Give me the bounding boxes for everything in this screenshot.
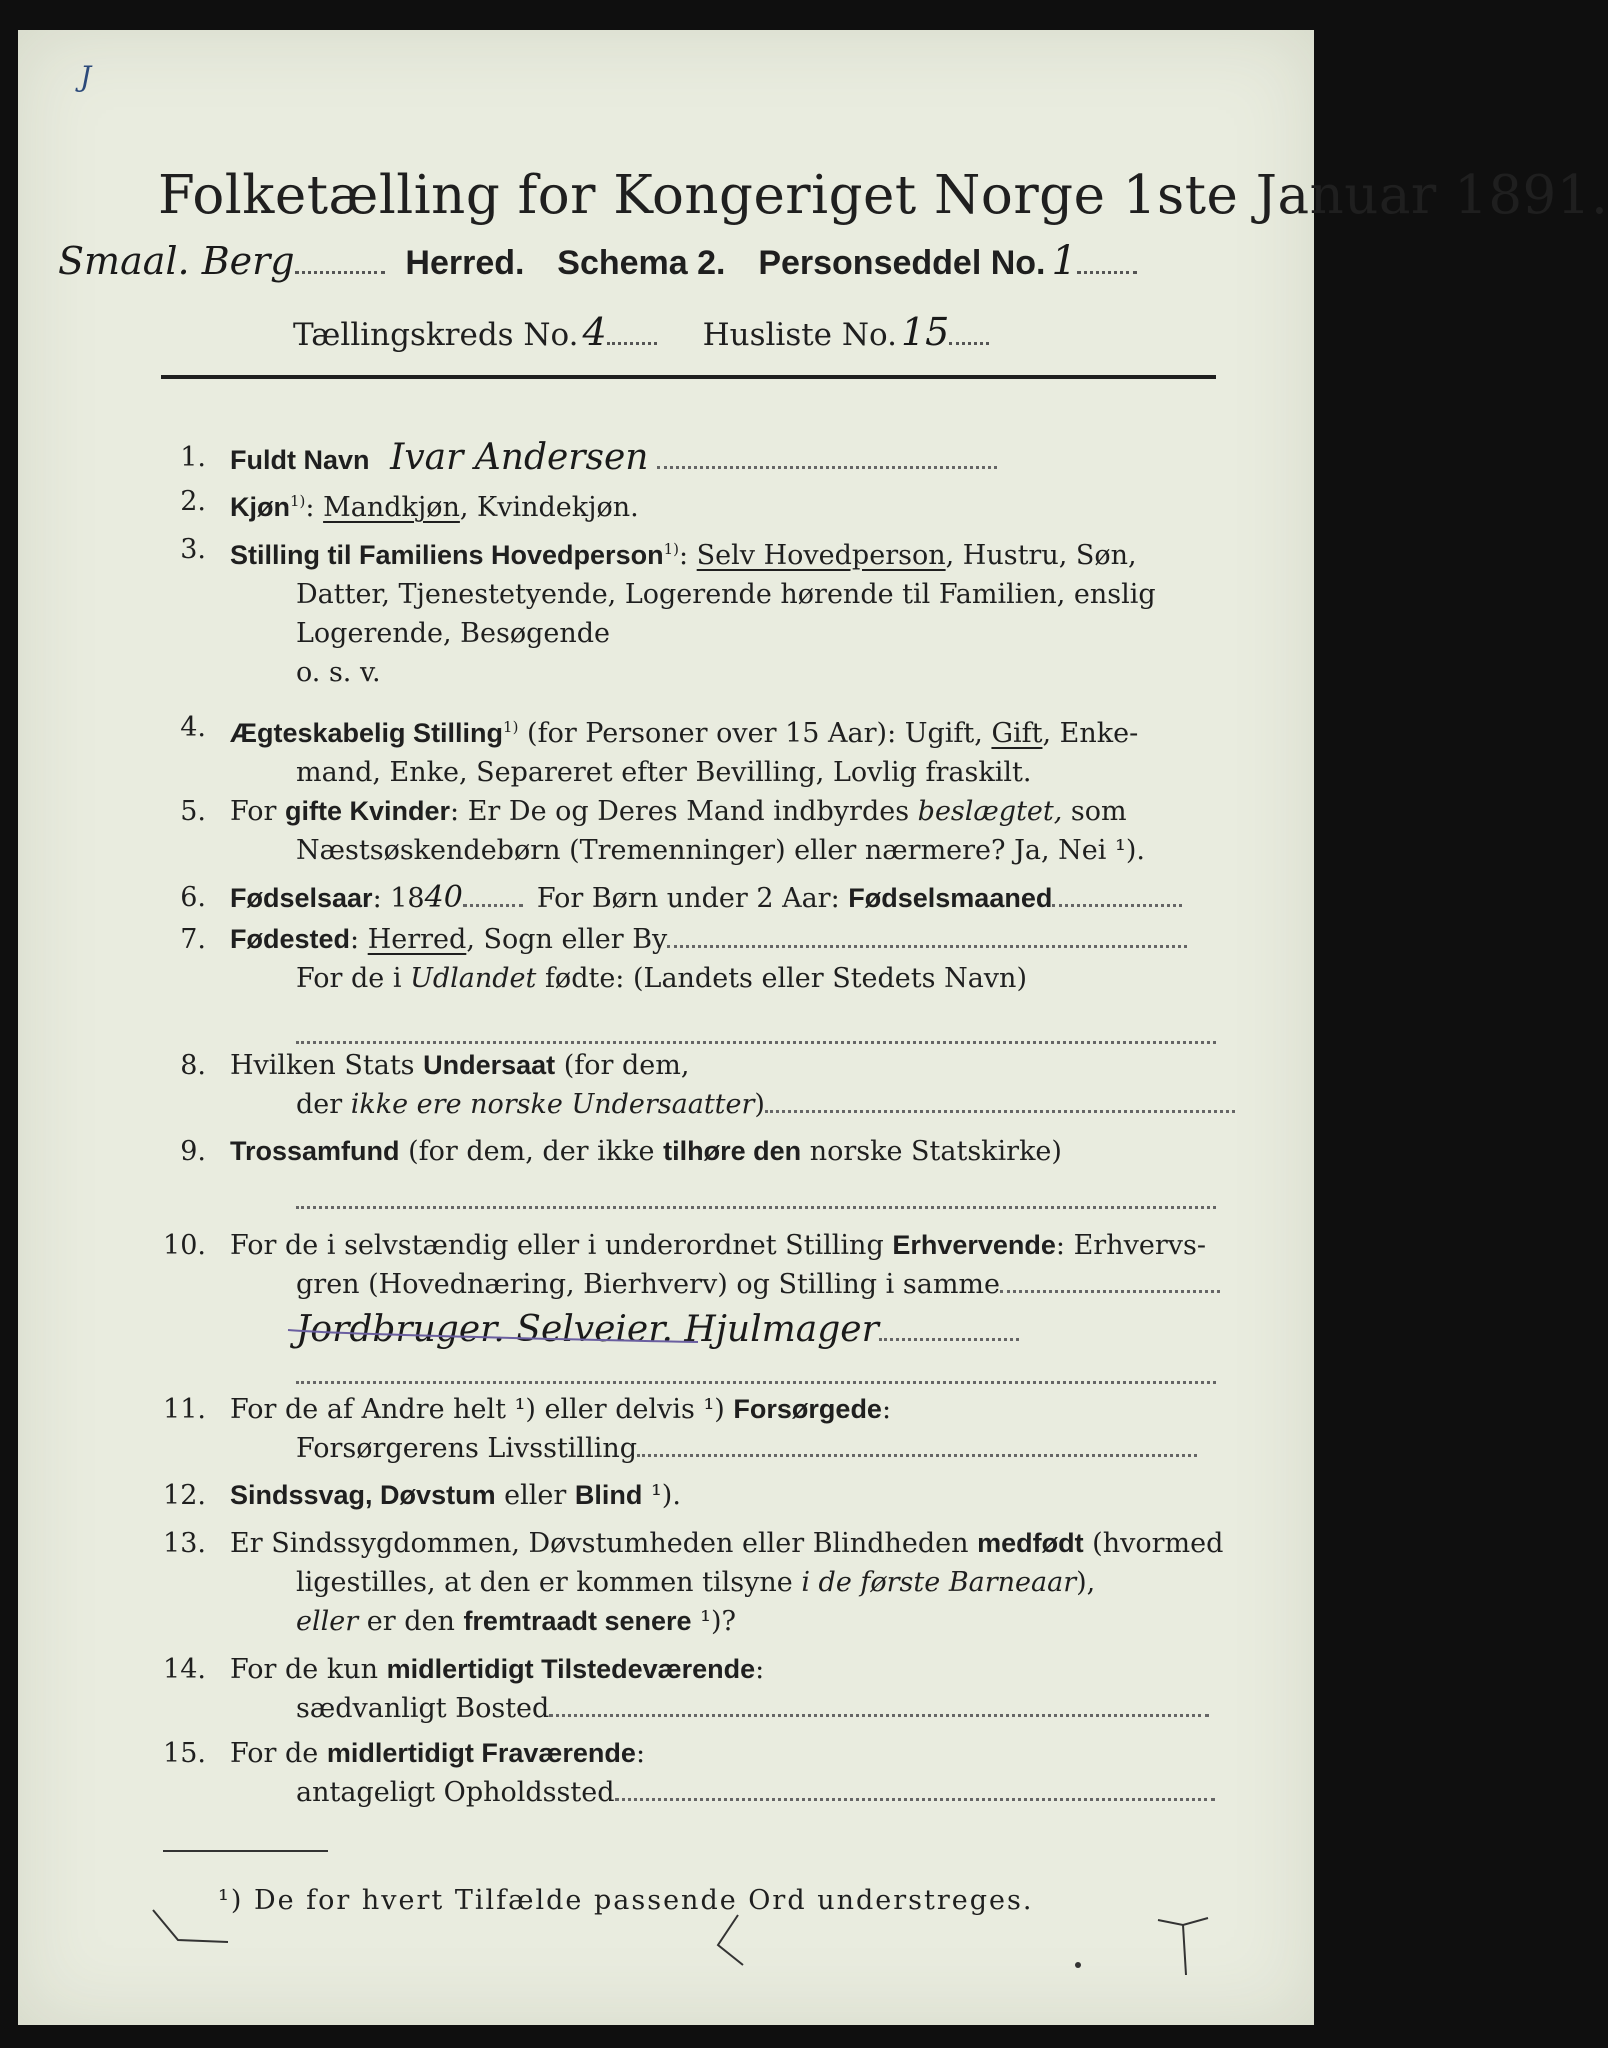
q13-rest: (hvormed — [1083, 1528, 1224, 1559]
personseddel-number: 1 — [1051, 238, 1077, 284]
husliste-label: Husliste No. — [702, 317, 897, 353]
item-number: 13. — [163, 1528, 206, 1559]
q14-line2: sædvanligt Bosted — [296, 1693, 550, 1724]
abroad-italic: Udlandet — [410, 963, 537, 994]
q10-line2: gren (Hovednæring, Bierhverv) og Stilling i samme — [296, 1269, 1001, 1300]
q11-pre: For de af Andre helt ¹) eller delvis ¹) — [230, 1394, 734, 1425]
census-form-page: J Folketælling for Kongeriget Norge 1ste Januar 1891. Smaal. Berg Herred. Schema 2. Personseddel No. 1 Tællingskreds No. 4 Husliste No. 15 1. Fuldt Navn Ivar Andersen 2. Kjøn$^{1)}$: Mandkjøn, Kvindekjøn. 3. Stilling til Familiens Hovedperson$^{1)}$: Selv Hovedperson, Hustru, Søn, Datter, Tjenestetyende, Logerende hørende til Familien, enslig Logerende, Besøgende o. s. v. 4. Ægteskabelig Stilling$^{1)}$ (for Personer over 15 Aar): Ugift, Gift, Enke- mand, Enke, Separeret efter Bevilling, Lovlig fraskilt. 5. For gifte Kvinder: Er De og Deres Mand indbyrdes beslægtet, som Næstsøskendebørn (Tremenninger) eller nærmere? Ja, Nei ¹). 6. Fødselsaar: 1840 For Børn under 2 Aar: Fødselsmaaned 7. Fødested: Herred, Sogn eller By For de i Udlandet fødte: (Landets eller Stedets Navn) 8. Hvilken Stats Undersaat (for dem, der ikke ere norske Undersaatter) 9. Trossamfund (for dem, der ikke tilhøre den norske Statskirke) 10. For de i selvstændig eller i underordnet Stilling Erhvervende: Erhvervs- gren (Hovednæring, Bierhverv) og Stilling i samme Jordbruger. Selveier. Hjulmager 11. For de af Andre helt ¹) eller delvis ¹) Forsørgede: Forsørgerens Livsstilling 12. Sindssvag, Døvstum eller Blind ¹). 13. Er Sindssygdommen, Døvstumheden eller Blindheden medfødt (hvormed ligestilles, at den er kommen tilsyne i de første Barneaar), eller er den fremtraadt senere ¹)? 14. For de kun midlertidigt Tilstedeværende: sædvanligt Bosted 15. For de midlertidigt Fraværende: antageligt Opholdssted ¹) De for hvert Tilfælde passende Ord understreges. — [18, 30, 1314, 2025]
q13-line3-bold: fremtraadt senere — [463, 1606, 692, 1636]
kreds-label: Tællingskreds No. — [293, 317, 579, 353]
q11-rest: : — [881, 1394, 892, 1425]
item-number: 4. — [180, 712, 206, 743]
tick-mark-right — [1158, 1918, 1208, 1975]
birth-month-text: For Børn under 2 Aar: — [536, 883, 849, 914]
occupation-label: Erhvervende — [892, 1230, 1056, 1260]
q5-end: som — [1062, 796, 1127, 827]
supported-label: Forsørgede — [733, 1394, 882, 1424]
relation-selected: Selv Hovedperson — [696, 540, 946, 571]
marital-label: Ægteskabelig Stilling — [230, 718, 504, 748]
q11-line2: Forsørgerens Livsstilling — [296, 1433, 638, 1464]
q8-line2-pre: der — [296, 1089, 351, 1120]
abroad-post: fødte: (Landets eller Stedets Navn) — [536, 963, 1027, 994]
herred-label: Herred. — [405, 244, 525, 282]
birth-month-label: Fødselsmaaned — [848, 883, 1053, 913]
q9-bold: tilhøre den — [663, 1136, 802, 1166]
item-number: 3. — [180, 534, 206, 565]
blind-label: Blind — [574, 1480, 643, 1510]
item-number: 1. — [180, 442, 206, 473]
item-number: 11. — [163, 1394, 206, 1425]
form-title: Folketælling for Kongeriget Norge 1ste Januar 1891. — [158, 165, 1608, 226]
tick-mark-left — [153, 1910, 228, 1942]
q13-line3-italic: eller — [296, 1606, 359, 1637]
marital-post: , Enke- — [1042, 718, 1139, 749]
item-number: 2. — [180, 486, 206, 517]
relation-label: Stilling til Familiens Hovedperson — [230, 540, 664, 570]
herred-name: Smaal. Berg — [58, 239, 295, 283]
marital-pre: (for Personer over 15 Aar): Ugift, — [518, 718, 992, 749]
purple-pencil-stroke — [288, 1330, 698, 1342]
marital-options-2: mand, Enke, Separeret efter Bevilling, Lovlig fraskilt. — [296, 757, 1032, 788]
q10-pre: For de i selvstændig eller i underordnet Stilling — [230, 1230, 893, 1261]
footnote-ref: 1) — [503, 718, 519, 736]
corner-pencil-mark: J — [80, 60, 92, 93]
sex-label: Kjøn — [230, 492, 290, 522]
birthplace-label: Fødested — [230, 924, 351, 954]
q12-mid: eller — [495, 1480, 575, 1511]
birthplace-selected: Herred — [367, 924, 467, 955]
sep: : — [305, 492, 324, 523]
personseddel-label: Personseddel No. — [758, 244, 1046, 282]
q5-line2: Næstsøskendebørn (Tremenninger) eller nærmere? Ja, Nei ¹). — [296, 835, 1145, 866]
married-women-label: gifte Kvinder — [285, 796, 451, 826]
footnote-ref: 1) — [290, 492, 306, 510]
husliste-number: 15 — [900, 310, 950, 354]
relation-options-3: Logerende, Besøgende — [296, 618, 610, 649]
item-number: 10. — [163, 1230, 206, 1261]
footnote-ref: 1) — [663, 540, 679, 558]
tick-mark-center — [718, 1915, 743, 1965]
q5-italic: beslægtet, — [917, 796, 1063, 827]
occupation-value: Jordbruger. Selveier. Hjulmager — [296, 1309, 879, 1350]
q15-rest: : — [635, 1738, 646, 1769]
q8-rest: (for dem, — [555, 1050, 690, 1081]
q13-line2-post: ), — [1076, 1567, 1096, 1598]
marital-selected: Gift — [991, 718, 1043, 749]
q12-rest: ¹). — [642, 1480, 681, 1511]
birth-year-label: Fødselsaar — [230, 883, 373, 913]
corner-marks — [18, 30, 1608, 2025]
religion-label: Trossamfund — [230, 1136, 400, 1166]
q15-pre: For de — [230, 1738, 327, 1769]
relation-options-2: Datter, Tjenestetyende, Logerende hørende til Familien, enslig — [296, 579, 1156, 610]
item-number: 8. — [180, 1050, 206, 1081]
q13-line2-pre: ligestilles, at den er kommen tilsyne — [296, 1567, 802, 1598]
q5-pre: For — [230, 796, 286, 827]
footnote: ¹) De for hvert Tilfælde passende Ord understreges. — [218, 1885, 1034, 1916]
q8-line2-italic: ikke ere norske Undersaatter — [350, 1089, 755, 1120]
item-number: 7. — [180, 924, 206, 955]
full-name-label: Fuldt Navn — [230, 445, 370, 475]
birthplace-options: , Sogn eller By — [466, 924, 668, 955]
sex-selected: Mandkjøn — [323, 492, 460, 523]
temp-absent-label: midlertidigt Fraværende — [326, 1738, 636, 1768]
disability-label: Sindssvag, Døvstum — [230, 1480, 496, 1510]
ink-dot — [1075, 1962, 1081, 1968]
q14-pre: For de kun — [230, 1654, 387, 1685]
q8-pre: Hvilken Stats — [230, 1050, 424, 1081]
q13-line3-a: er den — [358, 1606, 464, 1637]
birth-year-prefix: : 18 — [372, 883, 425, 914]
birth-year-value: 40 — [424, 880, 463, 915]
relation-options: , Hustru, Søn, — [945, 540, 1137, 571]
q13-pre: Er Sindssygdommen, Døvstumheden eller Blindheden — [230, 1528, 978, 1559]
q15-line2: antageligt Opholdssted — [296, 1777, 615, 1808]
full-name-value: Ivar Andersen — [390, 437, 649, 478]
abroad-pre: For de i — [296, 963, 411, 994]
q13-line3-end: ¹)? — [691, 1606, 736, 1637]
sex-other: , Kvindekjøn. — [459, 492, 639, 523]
q5-text: : Er De og Deres Mand indbyrdes — [450, 796, 918, 827]
item-number: 6. — [180, 882, 206, 913]
citizenship-label: Undersaat — [423, 1050, 556, 1080]
item-number: 9. — [180, 1136, 206, 1167]
item-number: 5. — [180, 796, 206, 827]
item-number: 14. — [163, 1654, 206, 1685]
kreds-number: 4 — [582, 310, 607, 354]
q10-rest: : Erhvervs- — [1055, 1230, 1206, 1261]
schema-label: Schema 2. — [557, 244, 726, 282]
q9-end: norske Statskirke) — [801, 1136, 1062, 1167]
congenital-label: medfødt — [977, 1528, 1084, 1558]
item-number: 15. — [163, 1738, 206, 1769]
relation-options-4: o. s. v. — [296, 657, 381, 688]
temp-present-label: midlertidigt Tilstedeværende — [386, 1654, 756, 1684]
q9-rest: (for dem, der ikke — [399, 1136, 664, 1167]
q13-line2-italic: i de første Barneaar — [801, 1567, 1077, 1598]
q14-rest: : — [755, 1654, 765, 1685]
item-number: 12. — [163, 1480, 206, 1511]
